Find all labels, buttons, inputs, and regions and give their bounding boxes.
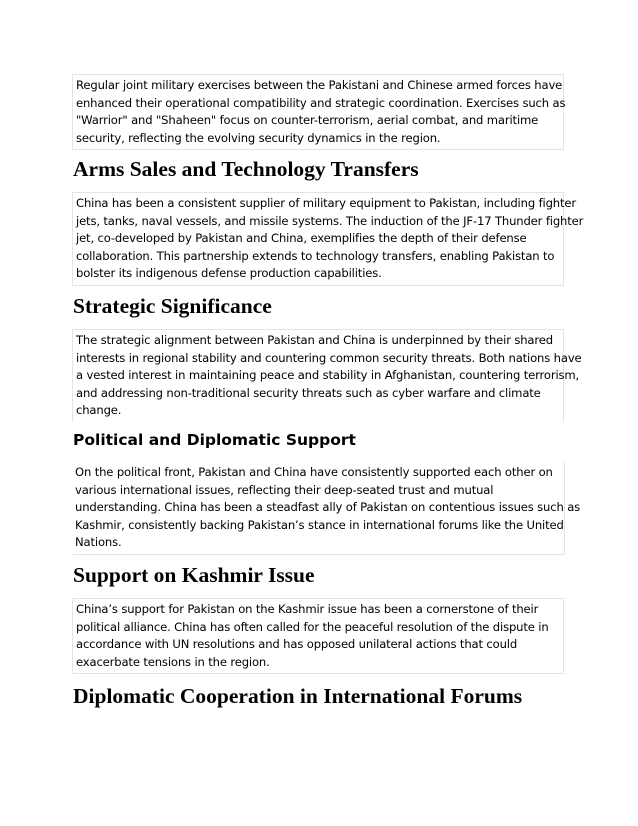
paragraph-political-support <box>73 462 581 555</box>
text-line: exacerbate tensions in the region. <box>76 654 270 669</box>
text-line: understanding. China has been a steadfast ally of Pakistan on contentious issues such as <box>75 500 581 515</box>
heading-strategic-significance: Strategic Significance <box>73 294 272 318</box>
text-line: "Warrior" and "Shaheen" focus on counter-terrorism, aerial combat, and maritime <box>76 113 539 128</box>
paragraph-strategic-significance <box>72 329 582 422</box>
text-line: China has been a consistent supplier of military equipment to Pakistan, including fighter <box>76 196 576 210</box>
text-line: security, reflecting the evolving security dynamics in the region. <box>76 130 441 145</box>
text-line: a vested interest in maintaining peace and stability in Afghanistan, countering terrorism, <box>76 368 580 383</box>
heading-diplomatic-cooperation: Diplomatic Cooperation in International Forums <box>73 684 523 708</box>
text-line: Regular joint military exercises between the Pakistani and Chinese armed forces have <box>76 78 563 92</box>
heading-arms-sales: Arms Sales and Technology Transfers <box>73 157 419 181</box>
text-line: enhanced their operational compatibility and strategic coordination. Exercises such as <box>76 95 566 110</box>
text-line: political alliance. China has often called for the peaceful resolution of the dispute in <box>76 619 549 634</box>
text-line: and addressing non-traditional security threats such as cyber warfare and climate <box>76 385 541 400</box>
text-line: Nations. <box>75 535 122 550</box>
text-line: The strategic alignment between Pakistan and China is underpinned by their shared <box>76 333 553 347</box>
text-line: jets, tanks, naval vessels, and missile systems. The induction of the JF-17 Thunder fighter <box>76 213 584 228</box>
text-line: interests in regional stability and countering common security threats. Both nations have <box>76 350 582 365</box>
paragraph-joint-exercises <box>72 74 564 150</box>
text-line: collaboration. This partnership extends to technology transfers, enabling Pakistan to <box>76 248 555 263</box>
heading-political-support: Political and Diplomatic Support <box>73 431 356 449</box>
text-line: On the political front, Pakistan and China have consistently supported each other on <box>75 465 553 479</box>
text-line: China’s support for Pakistan on the Kashmir issue has been a cornerstone of their <box>76 602 539 616</box>
text-line: jet, co-developed by Pakistan and China, exemplifies the depth of their defense <box>76 231 527 246</box>
text-line: accordance with UN resolutions and has opposed unilateral actions that could <box>76 637 518 652</box>
heading-kashmir-issue: Support on Kashmir Issue <box>73 563 315 587</box>
text-line: change. <box>76 403 122 418</box>
paragraph-arms-sales <box>72 192 584 286</box>
text-line: Kashmir, consistently backing Pakistan’s stance in international forums like the United <box>75 517 564 532</box>
text-line: bolster its indigenous defense production capabilities. <box>76 266 382 281</box>
text-line: various international issues, reflecting their deep-seated trust and mutual <box>75 482 494 497</box>
paragraph-kashmir-issue <box>72 598 564 674</box>
